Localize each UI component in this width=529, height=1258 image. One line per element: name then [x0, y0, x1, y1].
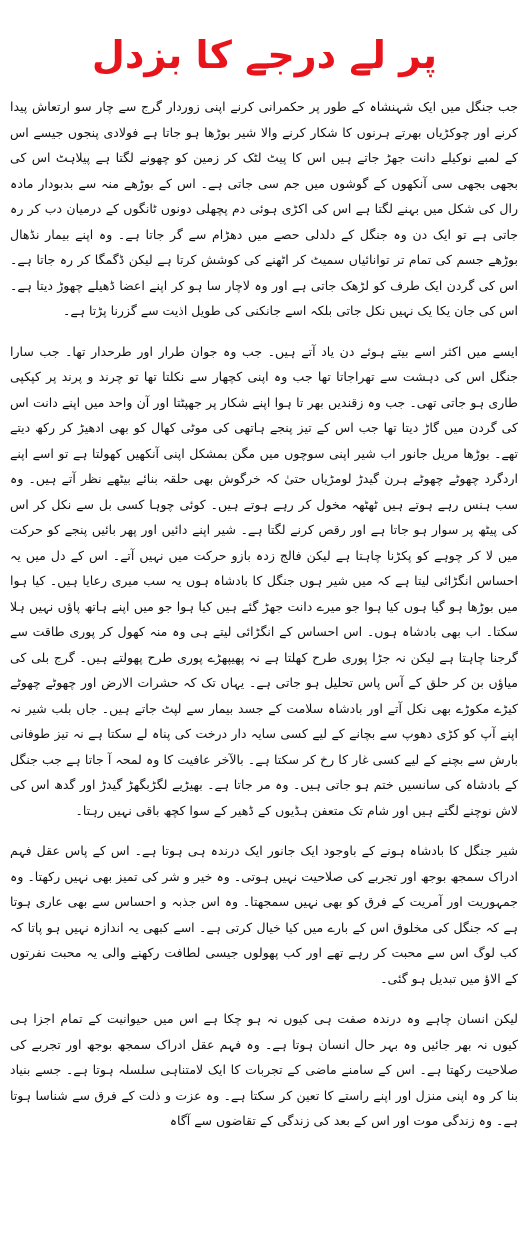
paragraph: ایسے میں اکثر اسے بیتے ہوئے دن یاد آتے ہیں۔ جب وہ جوان طرار اور طرحدار تھا۔ جب سارا جنگل اس کی دہشت سے تھراجاتا تھا جب وہ اپنی کچھار سے نکلتا تھا تو چرند و پرند پر کپکپی طاری ہو جاتی تھی۔ جب وہ زقندیں بھر تا ہوا اپنے شکار پر جھپٹتا اور آن واحد میں اپنے دانت اس کی گردن میں گاڑ دیتا تھا جب اس کے تیز پنجے ہاتھی کی موٹی کھال کو بھی ادھیڑ کر رکھ دیتے تھے۔ بوڑھا مریل جانور اب شیر اپنی سوچوں میں مگن بمشکل اپنی آنکھیں کھولتا ہے تو اسے اپنے اردگرد چھوٹے چھوٹے ہرن گیدڑ لومڑیاں حتیٰ کہ خرگوش بھی حلقہ بنائے بیٹھے نظر آتے ہیں۔ وہ سب ہنس رہے ہوتے ہیں ٹھٹھہ مخول کر رہے ہوتے ہیں۔ کوئی چوہا کسی بل سے نکل کر اس کی پیٹھ پر سوار ہو جاتا ہے اور رقص کرنے لگتا ہے۔ شیر اپنے دائیں اور پھر بائیں پنجے کو حرکت میں لا کر چوہے کو پکڑنا چاہتا ہے لیکن فالج زدہ بازو حرکت میں نہیں آتے۔ اس کے دل میں یہ احساس انگڑائی لیتا ہے کہ میں شیر ہوں جنگل کا بادشاہ ہوں یہ سب میری رعایا ہیں۔ کیا ہوا میں بوڑھا ہو گیا ہوں کیا ہوا جو میرے دانت جھڑ گئے ہیں کیا ہوا جو میں اپنے ہاتھ پاؤں نہیں ہلا سکتا۔ اب بھی بادشاہ ہوں۔ اس احساس کے انگڑائی لیتے ہی وہ منہ کھول کر پوری طاقت سے گرجنا چاہتا ہے لیکن نہ جڑا پوری طرح کھلتا ہے نہ پھیپھڑے پوری طرح پھولتے ہیں۔ گرج بلی کی میاؤں بن کر حلق کے آس پاس تحلیل ہو جاتی ہے۔ یہاں تک کہ حشرات الارض اور چھوٹے چھوٹے کیڑے مکوڑے بھی نکل آتے اور بادشاہ سلامت کے جسد بیمار سے لپٹ جاتے ہیں۔ جاں بلب شیر نہ اپنے آپ کو کڑی دھوپ سے بچانے کے لیے کسی سایہ دار درخت کی پناہ لے سکتا ہے نہ تیز طوفانی بارش سے بچنے کے لیے کسی غار کا رخ کر سکتا ہے۔ بالآخر عافیت کا وہ لمحہ آ جاتا ہے جب جنگل کے بادشاہ کی سانسیں ختم ہو جاتی ہیں۔ وہ مر جاتا ہے۔ بھیڑیے لگڑبگھڑ گیدڑ اور گدھ اس کی لاش نوچنے لگتے ہیں اور شام تک متعفن ہڈیوں کے ڈھیر کے سوا کچھ باقی نہیں رہتا۔	[10, 343, 518, 818]
article-body	[10, 94, 518, 1254]
paragraph: جب جنگل میں ایک شہنشاہ کے طور پر حکمرانی کرنے اپنی زوردار گرج سے چار سو ارتعاش پیدا کرنے اور چوکڑیاں بھرتے ہرنوں کا شکار کرنے والا شیر بوڑھا ہو جاتا ہے فولادی پنجوں جیسے اس کے لمبے نوکیلے دانت جھڑ جاتے ہیں اس کا پیٹ لٹک کر زمین کو چھونے لگتا ہے پیلاہٹ اس کی بجھی بجھی سی آنکھوں کے گوشوں میں جم سی جاتی ہے۔ اس کے بوڑھے منہ سے بدبودار مادہ رال کی شکل میں بہنے لگتا ہے اس کی اکڑی ہوئی دم پچھلی دونوں ٹانگوں کے درمیان دب کر رہ جاتی ہے تو ایک دن وہ جنگل کے دلدلی حصے میں دھڑام سے گر جاتا ہے۔ وہ اپنے بیمار نڈھال بوڑھے جسم کی تمام تر توانائیاں سمیٹ کر اٹھنے کی کوشش کرتا ہے لیکن ڈگمگا کر رہ جاتا ہے۔ اس کی گردن ایک طرف کو لڑھک جاتی ہے اور وہ لاچار سا ہو کر اپنے اعضا ڈھیلے چھوڑ دیتا ہے۔ اس کی جان یکا یک نہیں نکل جاتی بلکہ اسے جانکنی کی طویل اذیت سے گزرنا پڑتا ہے۔	[10, 99, 518, 318]
paragraph: لیکن انسان چاہے وہ درندہ صفت ہی کیوں نہ ہو چکا ہے اس میں حیوانیت کے تمام اجزا ہی کیوں نہ بھر جائیں وہ بہر حال انسان ہوتا ہے۔ وہ فہم عقل ادراک سمجھ بوجھ اور تجربے کی صلاحیت رکھتا ہے۔ اس کے سامنے ماضی کے تجربات کا ایک لامتناہی سلسلہ ہوتا ہے۔ جسے بنیاد بنا کر وہ اپنی منزل اور اپنے راستے کا تعین کر سکتا ہے۔ وہ عزت و ذلت کے فرق سے شناسا ہوتا ہے۔ وہ زندگی موت اور اس کے بعد کی زندگی کے تقاضوں سے آگاہ	[10, 1011, 518, 1128]
paragraph: شیر جنگل کا بادشاہ ہونے کے باوجود ایک جانور ایک درندہ ہی ہوتا ہے۔ اس کے پاس عقل فہم ادراک سمجھ بوجھ اور تجربے کی صلاحیت نہیں ہوتی۔ وہ خیر و شر کی تمیز بھی نہیں رکھتا۔ وہ جمہوریت اور آمریت کے فرق کو بھی نہیں سمجھتا۔ وہ اس جذبہ و احساس سے بھی عاری ہوتا ہے کہ جنگل کی مخلوق اس کے بارے میں کیا خیال کرتی ہے۔ اسے کبھی یہ اندازہ نہیں ہو پاتا کہ کب لوگ اس سے محبت کر رہے تھے اور کب پھولوں جیسی لطافت رکھنے والی یہ محبت نفرتوں کے الاؤ میں تبدیل ہو گئی۔	[10, 843, 518, 986]
article-title: پر لے درجے کا بزدل	[91, 33, 438, 77]
